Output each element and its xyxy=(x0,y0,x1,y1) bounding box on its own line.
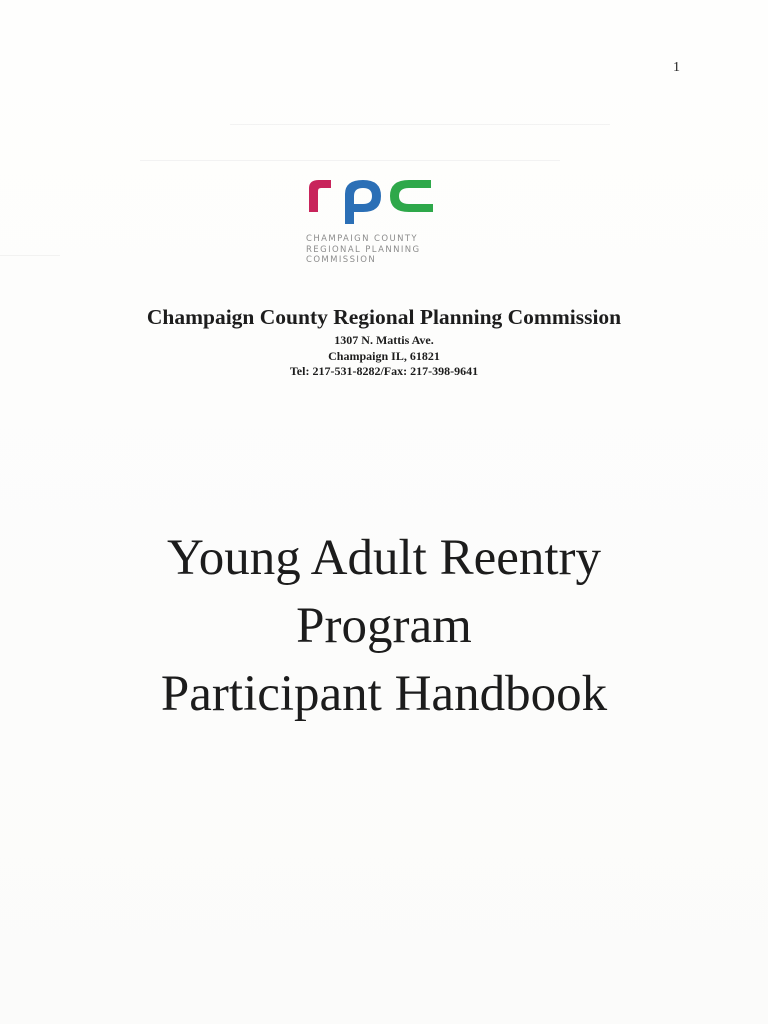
logo-tagline-line: REGIONAL PLANNING xyxy=(306,244,421,255)
logo-tagline-line: COMMISSION xyxy=(306,255,377,265)
organization-name: Champaign County Regional Planning Commission xyxy=(146,305,622,329)
logo-letter-c xyxy=(390,180,433,212)
scan-artifact xyxy=(140,160,560,161)
logo-tagline xyxy=(306,234,421,266)
document-title xyxy=(0,524,768,728)
title-line: Program xyxy=(296,598,472,654)
logo-letter-r xyxy=(309,180,331,212)
logo-tagline-line: CHAMPAIGN COUNTY xyxy=(306,234,419,244)
scan-artifact xyxy=(230,124,610,125)
logo-letter-p xyxy=(345,180,381,224)
scan-artifact xyxy=(0,255,60,256)
title-line: Young Adult Reentry xyxy=(166,530,602,586)
title-line: Participant Handbook xyxy=(160,666,608,722)
address-block xyxy=(0,333,768,380)
address-street: 1307 N. Mattis Ave. xyxy=(334,333,434,347)
contact-numbers: Tel: 217-531-8282/Fax: 217-398-9641 xyxy=(289,364,479,378)
page-number: 1 xyxy=(673,60,680,75)
address-city: Champaign IL, 61821 xyxy=(328,348,440,363)
